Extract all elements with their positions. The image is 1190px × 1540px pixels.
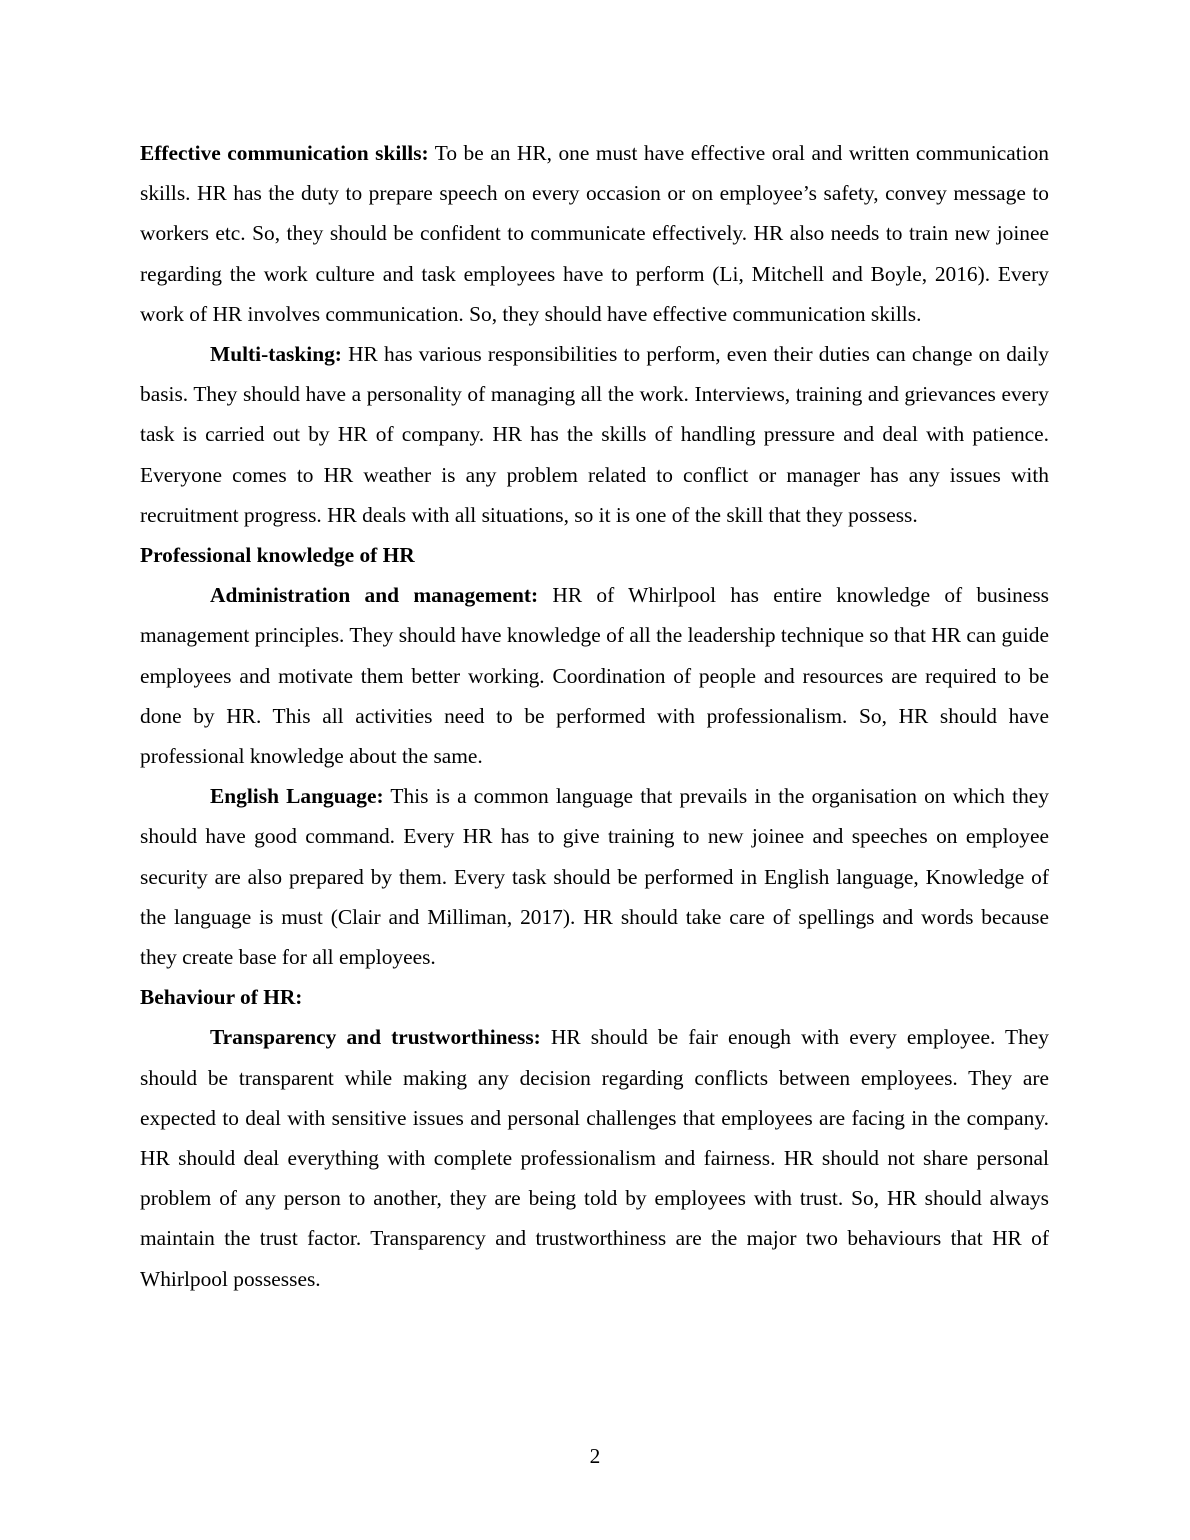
paragraph-transparency-trustworthiness	[140, 1017, 1049, 1298]
paragraph-lead: Effective communication skills:	[140, 141, 429, 165]
section-heading-professional-knowledge: Professional knowledge of HR	[140, 543, 415, 568]
section-heading-behaviour: Behaviour of HR:	[140, 985, 303, 1010]
paragraph-text: HR has various responsibilities to perform, even their duties can change on daily basis. They should have a personality of managing all the work. Interviews, training and grievances every task is carried out by HR of company. HR has the skills of handling pressure and deal with patience. Everyone comes to HR weather is any problem related to conflict or manager has any issues with recruitment progress. HR deals with all situations, so it is one of the skill that they possess.	[140, 342, 1049, 527]
paragraph-text: This is a common language that prevails in the organisation on which they should have good command. Every HR has to give training to new joinee and speeches on employee security are also prepared by them. Every task should be performed in English language, Knowledge of the language is must (Clair and Milliman, 2017). HR should take care of spellings and words because they create base for all employees.	[140, 784, 1049, 970]
page-number: 2	[589, 1444, 601, 1468]
document-body	[140, 133, 1049, 1299]
paragraph-text: HR should be fair enough with every employee. They should be transparent while making any decision regarding conflicts between employees. They are expected to deal with sensitive issues and personal challenges that employees are facing in the company. HR should deal everything with complete professionalism and fairness. HR should not share personal problem of any person to another, they are being told by employees with trust. So, HR should always maintain the trust factor. Transparency and trustworthiness are the major two behaviours that HR of Whirlpool possesses.	[140, 1025, 1049, 1291]
paragraph-english-language	[140, 776, 1049, 977]
paragraph-lead: Administration and management:	[210, 583, 539, 608]
paragraph-lead: Transparency and trustworthiness:	[210, 1025, 541, 1050]
paragraph-communication-skills	[140, 133, 1049, 334]
paragraph-lead: Multi-tasking:	[210, 342, 342, 367]
paragraph-text: HR of Whirlpool has entire knowledge of business management principles. They should have knowledge of all the leadership technique so that HR can guide employees and motivate them better working. Coordination of people and resources are required to be done by HR. This all activities need to be performed with professionalism. So, HR should have professional knowledge about the same.	[140, 583, 1049, 769]
paragraph-lead: English Language:	[210, 784, 384, 809]
paragraph-text: To be an HR, one must have effective oral and written communication skills. HR has the duty to prepare speech on every occasion or on employee’s safety, convey message to workers etc. So, they should be confident to communicate effectively. HR also needs to train new joinee regarding the work culture and task employees have to perform (Li, Mitchell and Boyle, 2016). Every work of HR involves communication. So, they should have effective communication skills.	[140, 141, 1049, 326]
paragraph-administration-management	[140, 575, 1049, 776]
paragraph-multi-tasking	[140, 334, 1049, 535]
